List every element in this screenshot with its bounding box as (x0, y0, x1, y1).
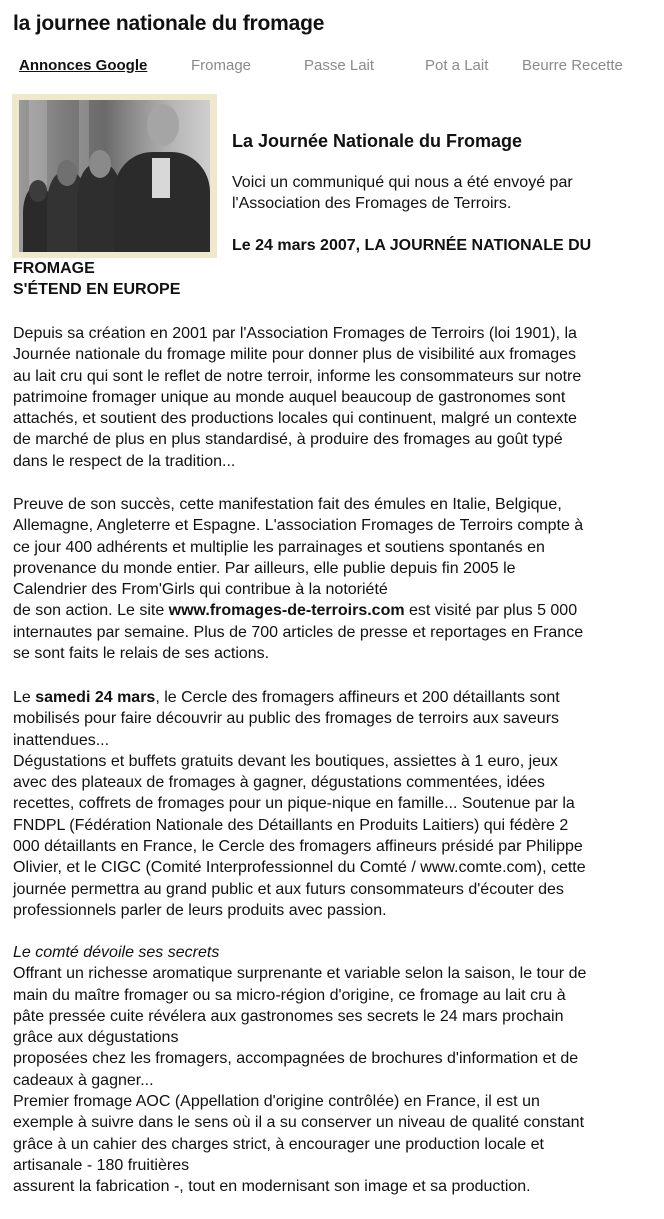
text-line: patrimoine fromager unique au monde auquel beaucoup de gastronomes sont (13, 388, 566, 406)
text-line: attachés, et soutient des productions locales qui continuent, malgré un contexte (13, 410, 577, 428)
photo-head (57, 160, 77, 186)
text-line: ce jour 400 adhérents et multiplie les parrainages et soutiens spontanés en (13, 538, 545, 556)
site-title: la journee nationale du fromage (13, 12, 325, 35)
text-line: Premier fromage AOC (Appellation d'origine contrôlée) en France, il est un (13, 1093, 540, 1111)
event-date: samedi 24 mars (35, 689, 156, 706)
site-prefix: de son action. Le site (13, 602, 169, 620)
site-link[interactable]: www.fromages-de-terroirs.com (168, 602, 405, 620)
section-subtitle: Le comté dévoile ses secrets (13, 944, 220, 961)
text-line: se sont faits le relais de ses actions. (13, 645, 270, 663)
text-line: de marché de plus en plus standardisé, à produire des fromages au goût typé (13, 431, 563, 449)
text-line: Calendrier des From'Girls qui contribue à la notoriété (13, 581, 388, 599)
text-line: Preuve de son succès, cette manifestation fait des émules en Italie, Belgique, (13, 496, 562, 513)
ad-link-pot-a-lait[interactable]: Pot a Lait (425, 57, 489, 74)
text-line: Olivier, et le CIGC (Comité Interprofessionnel du Comté / www.comte.com), cette (13, 859, 586, 877)
text-line: recettes, coffrets de fromages pour un pique-nique en famille... Soutenue par la (13, 795, 575, 813)
photo-head (147, 104, 179, 146)
photo-shirt (152, 158, 170, 198)
text-line: inattendues... (13, 731, 110, 749)
text-line: au lait cru qui sont le reflet de notre terroir, informe les consommateurs sur notre (13, 367, 582, 385)
photo-head (89, 150, 111, 178)
text-line: exemple à suivre dans le sens où il a su conserver un niveau de qualité constant (13, 1114, 585, 1132)
headline-line-2: FROMAGE (13, 260, 95, 277)
text-line: grâce à un cahier des charges strict, à encourager une production locale et (13, 1135, 544, 1153)
paragraph-history (13, 323, 653, 472)
text-line: provenance du monde entier. Par ailleurs, elle publie depuis fin 2005 le (13, 559, 516, 577)
text-line: proposées chez les fromagers, accompagnées de brochures d'information et de (13, 1050, 579, 1068)
text-line: assurent la fabrication -, tout en modernisant son image et sa production. (13, 1178, 531, 1196)
text-line: Journée nationale du fromage milite pour donner plus de visibilité aux fromages (13, 346, 576, 364)
text-line: grâce aux dégustations (13, 1029, 179, 1047)
text-line: Depuis sa création en 2001 par l'Association Fromages de Terroirs (loi 1901), la (13, 325, 577, 342)
text-line-site (13, 600, 653, 621)
text-line: cadeaux à gagner... (13, 1071, 154, 1089)
article-intro (232, 172, 652, 214)
text-line: Offrant un richesse aromatique surprenante et variable selon la saison, le tour de (13, 965, 587, 983)
ads-bar (0, 57, 664, 77)
text-line: FNDPL (Fédération Nationale des Détaillants en Produits Laitiers) qui fédère 2 (13, 816, 569, 834)
text-line: artisanale - 180 fruitières (13, 1156, 190, 1174)
text-line: main du maître fromager ou sa micro-région d'origine, ce fromage au lait cru à (13, 986, 566, 1004)
ad-link-fromage[interactable]: Fromage (191, 57, 252, 74)
photo-head (29, 180, 47, 202)
text-line: pâte pressée cuite révélera aux gastronomes ses secrets le 24 mars prochain (13, 1007, 564, 1025)
article-title: La Journée Nationale du Fromage (232, 131, 523, 151)
article-photo-frame (12, 94, 217, 258)
text-line: avec des plateaux de fromages à gagner, dégustations commentées, idées (13, 774, 545, 792)
text-line: 000 détaillants en France, le Cercle des fromagers affineurs présidé par Philippe (13, 838, 583, 856)
date-prefix: Le (13, 689, 36, 706)
text-line: dans le respect de la tradition... (13, 452, 236, 470)
ad-link-beurre-recette[interactable]: Beurre Recette (522, 57, 623, 74)
text-line: professionnels parler de leurs produits avec passion. (13, 901, 387, 919)
date-suffix: , le Cercle des fromagers affineurs et 200 détaillants sont (155, 689, 560, 706)
intro-line: l'Association des Fromages de Terroirs. (232, 195, 512, 212)
ad-link-passe-lait[interactable]: Passe Lait (304, 57, 375, 74)
intro-line: Voici un communiqué qui nous a été envoyé par (232, 174, 573, 191)
headline-line-3: S'ÉTEND EN EUROPE (13, 281, 181, 298)
text-line-date (13, 687, 653, 708)
section-comte (13, 942, 653, 1198)
paragraph-event (13, 687, 653, 921)
headline-line-1: Le 24 mars 2007, LA JOURNÉE NATIONALE DU (232, 237, 592, 254)
headline-continued (13, 258, 180, 300)
site-suffix: est visité par plus 5 000 (404, 602, 578, 620)
paragraph-success (13, 494, 653, 664)
article-photo (19, 100, 210, 252)
text-line: mobilisés pour faire découvrir au public des fromages de terroirs aux saveurs (13, 710, 560, 728)
text-line: internautes par semaine. Plus de 700 articles de presse et reportages en France (13, 623, 584, 641)
text-line: journée permettra au grand public et aux futurs consommateurs d'écouter des (13, 880, 564, 898)
text-line: Allemagne, Angleterre et Espagne. L'association Fromages de Terroirs compte à (13, 517, 584, 535)
ads-label[interactable]: Annonces Google (19, 57, 148, 74)
text-line: Dégustations et buffets gratuits devant les boutiques, assiettes à 1 euro, jeux (13, 752, 558, 770)
